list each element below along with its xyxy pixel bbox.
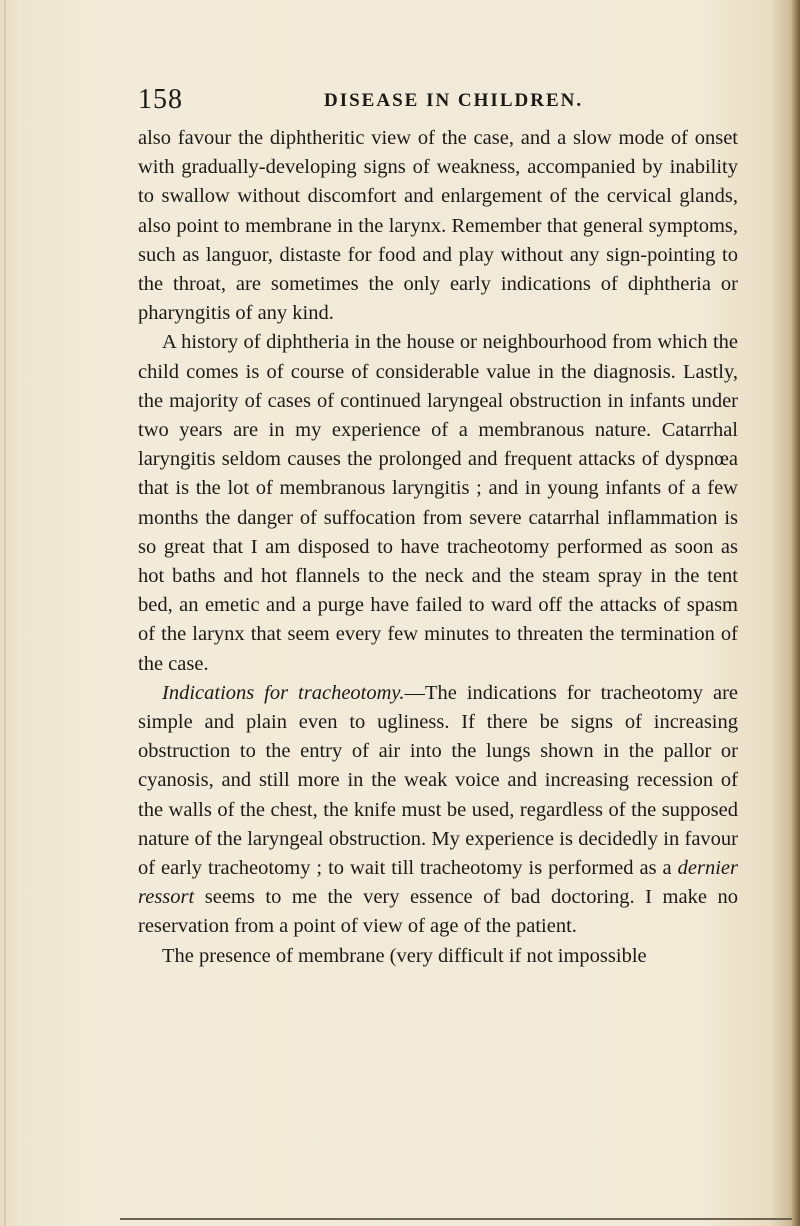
bottom-rule bbox=[120, 1218, 792, 1220]
heading-dash: — bbox=[404, 681, 426, 704]
paragraph-3-text-b: seems to me the very essence of bad doctoring. I make no reservation from a point of view of age of the patient. bbox=[138, 886, 738, 938]
paragraph-3 bbox=[138, 679, 738, 942]
page-edge-shadow bbox=[792, 0, 800, 1226]
running-title: DISEASE IN CHILDREN. bbox=[324, 90, 584, 111]
body-text bbox=[138, 124, 738, 971]
paragraph-3-text-a: The indications for tracheotomy are simple and plain even to ugliness. If there be signs of increasing obstruction to the entry of air into the lungs shown in the pallor or cyanosis, and still more in the weak voice and increasing recession of the walls of the chest, the knife must be used, regardless of the supposed nature of the laryngeal obstruction. My experience is decidedly in favour of early tracheotomy ; to wait till tracheotomy is performed as a bbox=[138, 681, 738, 880]
paragraph-1: also favour the diphtheritic view of the case, and a slow mode of onset with gradually-developing signs of weakness, accompanied by inability to swallow without discomfort and enlargement of the cervical glands, also point to membrane in the larynx. Remember that general symptoms, such as languor, distaste for food and play without any sign-pointing to the throat, are sometimes the only early indications of diphtheria or pharyngitis of any kind. bbox=[138, 127, 738, 325]
page-header bbox=[138, 84, 738, 118]
paragraph-2: A history of diphtheria in the house or neighbourhood from which the child comes is of course of considerable value in the diagnosis. Lastly, the majority of cases of continued laryngeal obstruction in infants under two years are in my experience of a membranous nature. Catarrhal laryngitis seldom causes the prolonged and frequent attacks of dyspnœa that is the lot of membranous laryngitis ; and in young infants of a few months the danger of suffocation from severe catarrhal inflammation is so great that I am disposed to have tracheotomy performed as soon as hot baths and hot flannels to the neck and the steam spray in the tent bed, an emetic and a purge have failed to ward off the attacks of spasm of the larynx that seem every few minutes to threaten the termination of the case. bbox=[138, 331, 738, 675]
paragraph-4: The presence of membrane (very difficult if not impossible bbox=[162, 944, 647, 967]
page-number: 158 bbox=[138, 84, 183, 115]
italic-phrase: dernier ressort bbox=[138, 857, 738, 909]
section-heading-indications: Indications for tracheotomy. bbox=[162, 681, 405, 704]
gutter-line bbox=[4, 0, 6, 1226]
